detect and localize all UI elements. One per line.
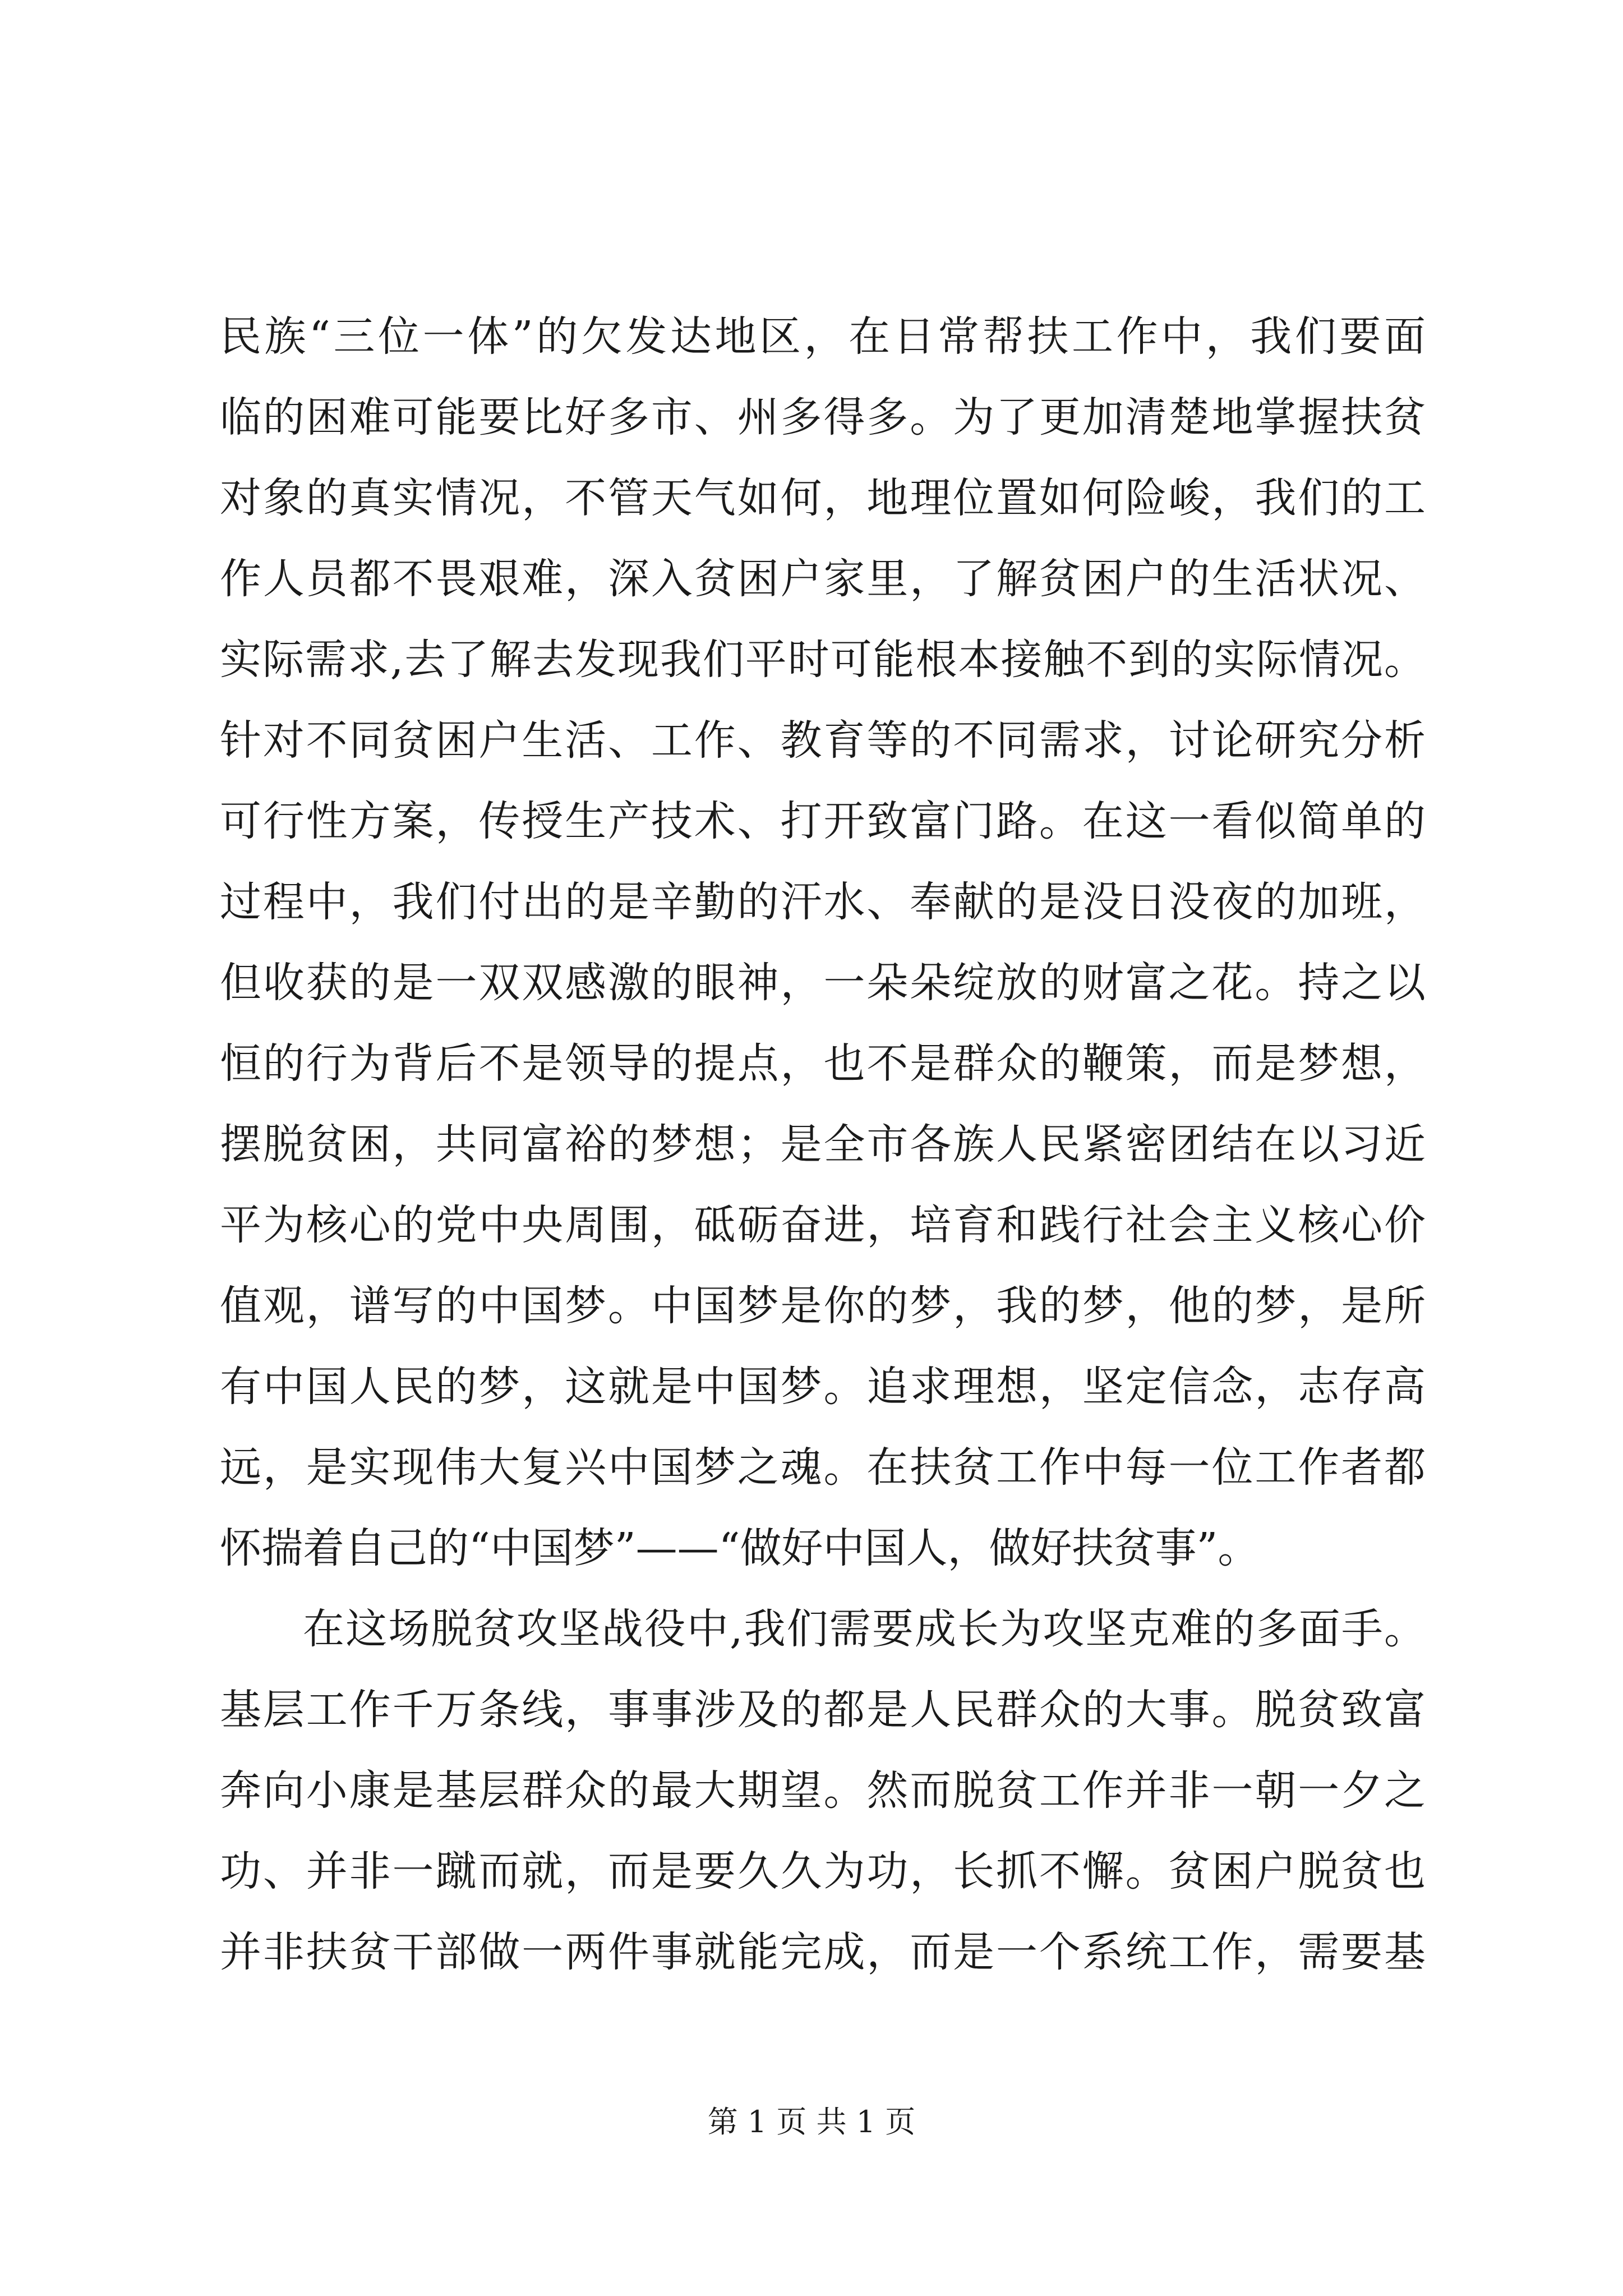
page-number-footer: 第 1 页 共 1 页 <box>707 2104 916 2139</box>
text-line: 平为核心的党中央周围，砥砺奋进，培育和践行社会主义核心价 <box>220 1201 1426 1249</box>
text-line: 民族“三位一体”的欠发达地区，在日常帮扶工作中，我们要面 <box>220 312 1426 361</box>
text-line: 对象的真实情况，不管天气如何，地理位置如何险峻，我们的工 <box>220 474 1426 522</box>
text-line: 功、并非一蹴而就，而是要久久为功，长抓不懈。贫困户脱贫也 <box>220 1847 1426 1895</box>
text-line: 可行性方案，传授生产技术、打开致富门路。在这一看似简单的 <box>220 797 1426 845</box>
text-line: 临的困难可能要比好多市、州多得多。为了更加清楚地掌握扶贫 <box>220 393 1426 441</box>
text-line: 奔向小康是基层群众的最大期望。然而脱贫工作并非一朝一夕之 <box>220 1766 1426 1815</box>
text-line: 针对不同贫困户生活、工作、教育等的不同需求，讨论研究分析 <box>220 716 1426 765</box>
document-body <box>220 296 1426 1993</box>
text-line: 值观，谱写的中国梦。中国梦是你的梦，我的梦，他的梦，是所 <box>220 1282 1426 1330</box>
text-line: 恒的行为背后不是领导的提点，也不是群众的鞭策，而是梦想， <box>220 1039 1426 1088</box>
text-line: 并非扶贫干部做一两件事就能完成，而是一个系统工作，需要基 <box>220 1928 1426 1976</box>
text-line: 摆脱贫困，共同富裕的梦想；是全市各族人民紧密团结在以习近 <box>220 1120 1426 1168</box>
text-line: 作人员都不畏艰难，深入贫困户家里，了解贫困户的生活状况、 <box>220 555 1426 603</box>
text-line: 实际需求,去了解去发现我们平时可能根本接触不到的实际情况。 <box>220 636 1426 684</box>
text-line: 怀揣着自己的“中国梦”——“做好中国人，做好扶贫事”。 <box>220 1524 1260 1572</box>
paragraph-first-line: 在这场脱贫攻坚战役中,我们需要成长为攻坚克难的多面手。 <box>303 1605 1426 1653</box>
text-line: 有中国人民的梦，这就是中国梦。追求理想，坚定信念，志存高 <box>220 1363 1426 1411</box>
text-line: 基层工作千万条线，事事涉及的都是人民群众的大事。脱贫致富 <box>220 1686 1426 1734</box>
text-line: 远，是实现伟大复兴中国梦之魂。在扶贫工作中每一位工作者都 <box>220 1443 1426 1492</box>
text-line: 但收获的是一双双感激的眼神，一朵朵绽放的财富之花。持之以 <box>220 959 1426 1007</box>
text-line: 过程中，我们付出的是辛勤的汗水、奉献的是没日没夜的加班， <box>220 878 1426 926</box>
